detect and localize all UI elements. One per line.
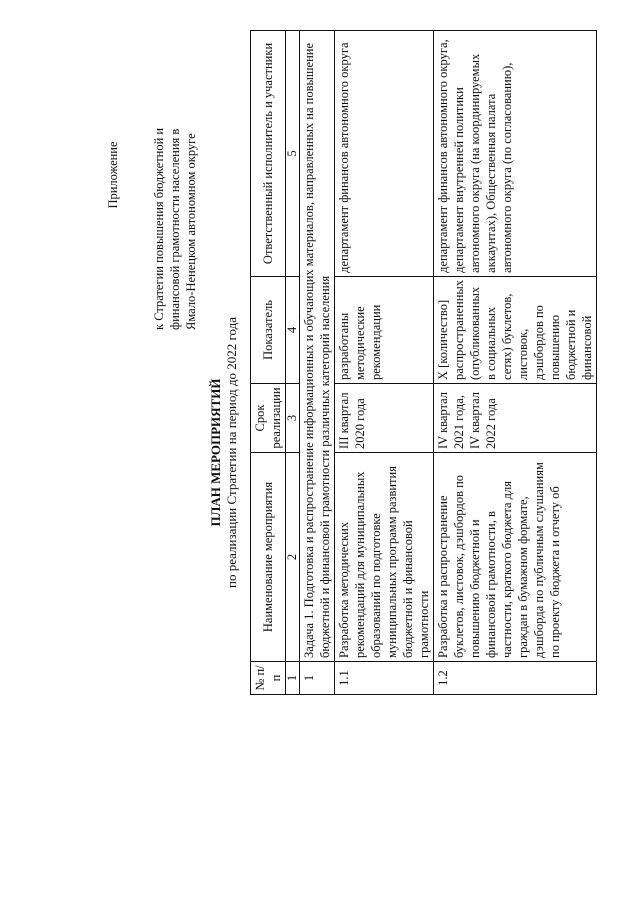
- header-num: № п/п: [251, 662, 286, 695]
- row-term: III квартал 2020 года: [335, 384, 434, 453]
- header-name: Наименование мероприятия: [251, 453, 286, 662]
- column-number: 1: [286, 662, 300, 695]
- row-executor: департамент финансов автономного округа, департамент внутренней политики автономного округа (на координируемых аккаунтах), Общественная палата автономного округа (по согласованию),: [434, 31, 597, 277]
- row-indicator: X [количество] распространенных (опубликованных в социальных сетях) буклетов, листовок, дэшбордов по повышению бюджетной и финансовой: [434, 276, 597, 383]
- row-term: IV квартал 2021 года, IV квартал 2022 года: [434, 384, 597, 453]
- row-name: Разработка и распространение буклетов, листовок, дэшбордов по повышению бюджетной и финансовой грамотности, в частности, краткого бюджета для граждан в бумажном формате, дэшборда по публичным слушаниям по проекту бюджета и отчету об: [434, 453, 597, 662]
- row-indicator: разработаны методические рекомендации: [335, 276, 434, 383]
- table-row: [335, 31, 434, 695]
- appendix-heading: Приложение: [106, 141, 120, 209]
- plan-subtitle: по реализации Стратегии на период до 2022 года: [224, 317, 239, 588]
- appendix-line: Ямало-Ненецком автономном округе: [184, 133, 198, 330]
- appendix-line: к Стратегии повышения бюджетной и: [152, 127, 166, 330]
- row-executor: департамент финансов автономного округа: [335, 31, 434, 277]
- column-number: 4: [286, 276, 300, 383]
- column-number: 3: [286, 384, 300, 453]
- plan-table: [250, 30, 597, 695]
- task-num: 1: [300, 662, 335, 695]
- header-term: Срок реализации: [251, 384, 286, 453]
- appendix-block: [105, 20, 199, 330]
- task-text: Задача 1. Подготовка и распространение информационных и обучающих материалов, направленных на повышение бюджетной и финансовой грамотности различных категорий населения: [300, 31, 335, 662]
- table-row: [434, 31, 597, 695]
- table-header-row: [251, 31, 286, 695]
- row-name: Разработка методических рекомендаций для муниципальных образований по подготовке муниципальных программ развития бюджетной и финансовой грамотности: [335, 453, 434, 662]
- header-indicator: Показатель: [251, 276, 286, 383]
- task-row: [300, 31, 335, 695]
- row-num: 1.2: [434, 662, 597, 695]
- header-executor: Ответственный исполнитель и участники: [251, 31, 286, 277]
- column-number: 2: [286, 453, 300, 662]
- column-number: 5: [286, 31, 300, 277]
- plan-title: ПЛАН МЕРОПРИЯТИЙ: [208, 378, 223, 527]
- column-number-row: [286, 31, 300, 695]
- plan-header: [208, 0, 240, 905]
- row-num: 1.1: [335, 662, 434, 695]
- appendix-line: финансовой грамотности населения в: [168, 128, 182, 330]
